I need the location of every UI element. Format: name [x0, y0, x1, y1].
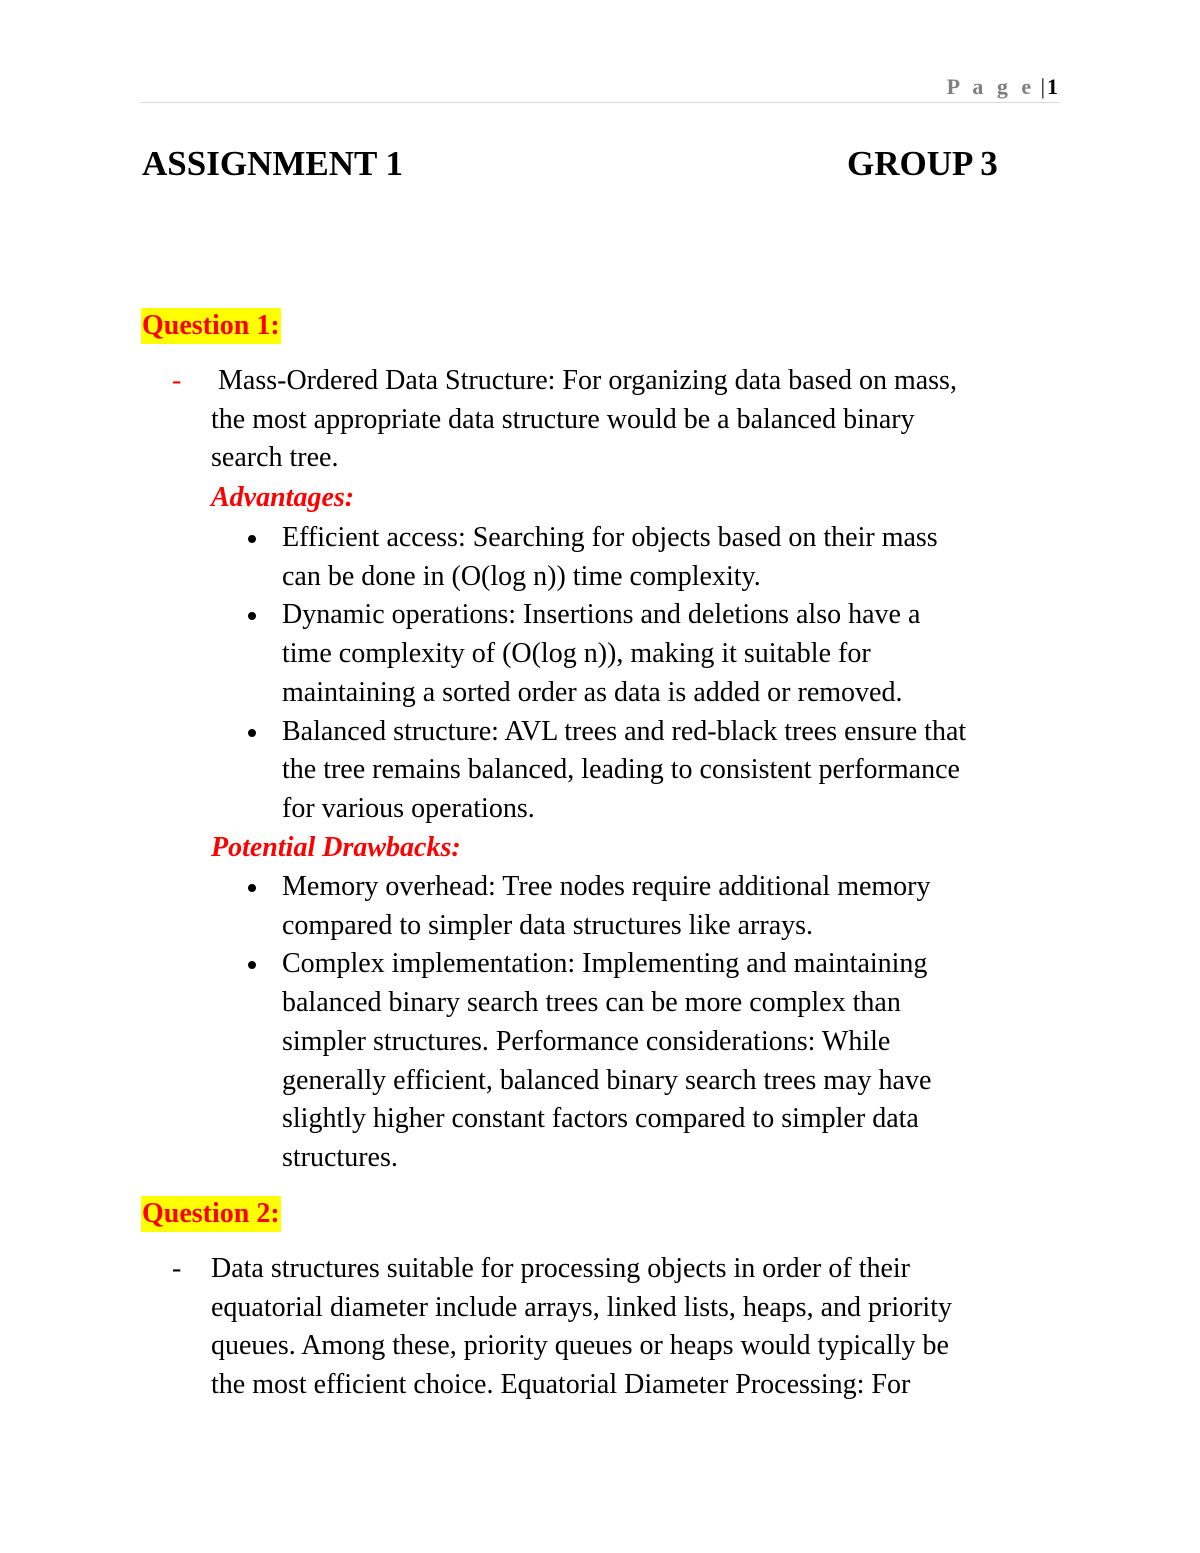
- list-item: [244, 868, 1074, 945]
- page-separator: |: [1040, 74, 1045, 99]
- list-item: [244, 519, 1074, 596]
- bullet-line: maintaining a sorted order as data is added or removed.: [282, 676, 903, 708]
- bullet-line: can be done in (O(log n)) time complexity.: [282, 560, 761, 592]
- bullet-line: Balanced structure: AVL trees and red-black trees ensure that: [282, 715, 967, 747]
- drawbacks-heading: Potential Drawbacks:: [211, 832, 461, 863]
- intro-line: the most efficient choice. Equatorial Diameter Processing: For: [211, 1369, 911, 1401]
- bullet-line: simpler structures. Performance considerations: While: [282, 1025, 891, 1057]
- bullet-line: time complexity of (O(log n)), making it suitable for: [282, 638, 871, 670]
- bullet-line: Efficient access: Searching for objects based on their mass: [282, 522, 938, 553]
- list-item: [244, 713, 1074, 829]
- bullet-line: structures.: [282, 1141, 398, 1173]
- intro-line: Mass-Ordered Data Structure: For organizing data based on mass,: [211, 365, 957, 396]
- page-number: [947, 74, 1058, 100]
- bullet-line: compared to simpler data structures like arrays.: [282, 909, 814, 941]
- intro-line: Data structures suitable for processing objects in order of their: [211, 1253, 911, 1284]
- question-2-intro: [211, 1250, 1071, 1405]
- bullet-line: Complex implementation: Implementing and maintaining: [282, 948, 928, 980]
- bullet-icon: [248, 729, 256, 737]
- bullet-icon: [248, 961, 256, 969]
- bullet-line: Dynamic operations: Insertions and deletions also have a: [282, 599, 921, 631]
- bullet-line: generally efficient, balanced binary search trees may have: [282, 1064, 932, 1096]
- bullet-line: the tree remains balanced, leading to consistent performance: [282, 754, 960, 786]
- question-2-heading: Question 2:: [141, 1196, 281, 1232]
- question-1-intro: [211, 362, 1071, 478]
- title-row: [142, 141, 1042, 191]
- intro-line: equatorial diameter include arrays, linked lists, heaps, and priority: [211, 1291, 952, 1323]
- drawbacks-list: [244, 868, 1074, 1178]
- intro-line: search tree.: [211, 442, 339, 474]
- group-title: GROUP 3: [847, 144, 998, 183]
- bullet-line: slightly higher constant factors compared to simpler data: [282, 1103, 919, 1135]
- bullet-line: for various operations.: [282, 792, 535, 824]
- assignment-title: ASSIGNMENT 1: [142, 144, 403, 183]
- page-number-value: 1: [1047, 74, 1058, 99]
- question-1-dash: -: [172, 365, 182, 396]
- page-label: P a g e: [946, 74, 1036, 99]
- page-header: [140, 72, 1060, 103]
- advantages-heading: Advantages:: [211, 482, 355, 513]
- intro-line: queues. Among these, priority queues or heaps would typically be: [211, 1330, 949, 1362]
- list-item: [244, 596, 1074, 712]
- bullet-icon: [248, 535, 256, 543]
- question-2-dash: -: [172, 1253, 182, 1284]
- list-item: [244, 945, 1074, 1177]
- bullet-line: Memory overhead: Tree nodes require additional memory: [282, 871, 931, 902]
- bullet-line: balanced binary search trees can be more complex than: [282, 987, 901, 1019]
- bullet-icon: [248, 612, 256, 620]
- bullet-icon: [248, 884, 256, 892]
- intro-line: the most appropriate data structure would be a balanced binary: [211, 403, 915, 435]
- advantages-list: [244, 519, 1074, 829]
- question-1-heading: Question 1:: [141, 308, 281, 344]
